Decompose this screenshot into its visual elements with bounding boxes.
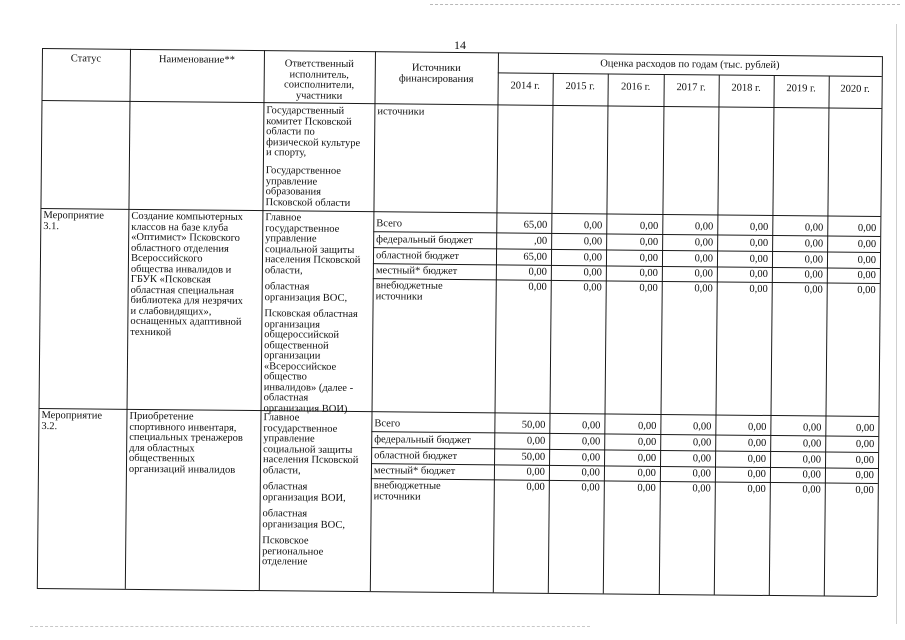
expense-value: 0,00 [857,284,876,297]
header-name: Наименование** [158,54,235,66]
expense-value: 0,00 [639,220,659,232]
expense-value: 0,00 [694,268,713,280]
header-year: 2019 г. [786,83,816,95]
funding-source: областной бюджет [375,250,460,263]
expense-value: 0,00 [855,422,875,435]
expense-value: 0,00 [804,238,824,250]
expense-value: 0,00 [581,420,601,432]
header-year: 2018 г. [731,82,761,94]
expense-value: 0,00 [581,452,601,464]
expense-value: 0,00 [749,253,769,265]
expense-value: 0,00 [639,236,659,248]
expense-value: 0,00 [639,252,659,264]
budget-table [37,48,882,596]
header-status: Статус [70,53,102,65]
activity-name: Приобретение спортивного инвентаря, специальных тренажеров для областных общественных организаций инвалидов [128,410,243,476]
continuation-executor: Государственное управление образования Псковской области [265,165,351,209]
expense-value: 65,00 [523,251,548,263]
expense-value: 0,00 [637,436,657,448]
expense-value: 0,00 [583,267,602,279]
scan-edge-top [430,4,900,5]
column-divider [714,74,720,594]
activity-status: Мероприятие 3.2. [41,410,103,432]
header-year: 2016 г. [620,81,651,93]
expense-value: 0,00 [802,422,822,434]
expense-value: 50,00 [521,451,546,463]
expense-value: 0,00 [694,283,713,295]
expense-value: 0,00 [747,421,767,433]
funding-source: местный* бюджет [375,265,458,277]
expense-value: 0,00 [528,281,547,293]
expense-value: 0,00 [855,484,874,497]
funding-source: федеральный бюджет [374,434,471,447]
expense-value: 0,00 [747,468,766,480]
expense-value: 0,00 [692,437,712,449]
header-executor: Ответственный исполнитель, соисполнители, участники [284,58,355,102]
funding-source: внебюджетные источники [373,480,441,503]
funding-source: областной бюджет [374,450,458,463]
expense-value: ,00 [533,235,548,247]
expense-value: 0,00 [583,252,603,264]
expense-value: 0,00 [581,482,600,494]
header-year: 2015 г. [565,81,595,93]
header-year: 2017 г. [676,82,706,94]
expense-value: 0,00 [692,421,712,433]
expense-value: 0,00 [747,453,767,465]
funding-source: внебюджетные источники [375,280,443,303]
column-divider [603,73,609,593]
expense-value: 0,00 [639,282,658,294]
continuation-source: источники [377,106,425,118]
expense-value: 0,00 [804,269,823,281]
expense-value: 0,00 [583,220,603,232]
expense-value: 0,00 [747,437,767,449]
expense-value: 0,00 [749,268,768,280]
funding-source: Всего [374,418,401,430]
column-divider [877,56,883,596]
column-divider [769,75,775,595]
expense-value: 0,00 [526,435,546,447]
expense-value: 0,00 [526,466,546,478]
activity-executor: областная организация ВОС, [262,508,346,531]
expense-value: 0,00 [528,266,547,278]
funding-source: Всего [376,218,403,230]
expense-value: 0,00 [692,453,712,465]
header-sources: Источники финансирования [398,62,474,85]
column-divider [37,48,43,588]
scan-edge-bottom [30,626,590,627]
activity-executor: Главное государственное управление социальной защиты населения Псковской области, [264,212,361,277]
column-divider [548,73,554,593]
activity-executor: Главное государственное управление социальной защиты населения Псковской области, [262,412,359,477]
expense-value: 0,00 [802,484,821,496]
expense-value: 0,00 [804,254,824,266]
expense-value: 0,00 [857,238,877,251]
expense-value: 0,00 [639,267,658,279]
expense-value: 0,00 [857,269,876,282]
expense-value: 0,00 [581,436,601,448]
expense-value: 0,00 [855,469,874,482]
expense-value: 0,00 [526,481,545,493]
expense-value: 0,00 [749,283,768,295]
page-number: 14 [454,38,466,52]
column-divider [824,76,830,596]
expense-value: 0,00 [855,438,875,451]
header-year: 2014 г. [510,80,540,92]
expense-value: 0,00 [747,483,766,495]
expense-value: 0,00 [857,254,877,267]
expense-value: 0,00 [692,483,711,495]
column-divider [659,74,665,594]
header-year: 2020 г. [840,83,870,95]
expense-value: 0,00 [637,452,657,464]
continuation-executor: Государственный комитет Псковской области по физической культуре и спорту, [265,105,361,159]
scan-edge-right [896,24,897,624]
expense-value: 0,00 [692,468,711,480]
column-divider [493,52,499,592]
table-bottom-border [37,588,877,597]
funding-source: федеральный бюджет [376,234,473,247]
expense-value: 0,00 [637,482,656,494]
expense-value: 0,00 [694,221,714,233]
expense-value: 0,00 [749,237,769,249]
expense-value: 0,00 [855,454,875,467]
expense-value: 0,00 [583,282,602,294]
expense-value: 0,00 [637,420,657,432]
activity-name: Создание компьютерных классов на базе клуба «Оптимист» Псковского областного отделения Всероссийского общества инвалидов и ГБУК «Псковская областная специальная библиотека для незрячих и слабовидящих», оснащенных адаптивной техникой [130,210,243,338]
expense-value: 0,00 [749,221,769,233]
expense-value: 0,00 [694,253,714,265]
expense-value: 0,00 [583,236,603,248]
activity-executor: Псковское региональное отделение [262,535,324,568]
expense-value: 0,00 [804,222,824,234]
expense-value: 0,00 [802,454,822,466]
expense-value: 50,00 [521,419,546,431]
expense-value: 0,00 [804,284,823,296]
activity-executor: Псковская областная организация общероссийской общественной организации «Всероссийское общество инвалидов» (далее - областная организация ВОИ) [263,308,358,415]
expense-value: 0,00 [637,467,656,479]
activity-executor: областная организация ВОС, [264,281,348,304]
activity-status: Мероприятие 3.1. [43,210,104,232]
activity-executor: областная организация ВОИ, [262,481,346,504]
expense-value: 0,00 [802,469,821,481]
header-estimate: Оценка расходов по годам (тыс. рублей) [600,58,780,72]
funding-source: местный* бюджет [373,465,456,477]
expense-value: 0,00 [694,237,714,249]
expense-value: 0,00 [802,438,822,450]
expense-value: 65,00 [523,219,548,231]
estimate-header-divider [498,72,882,77]
expense-value: 0,00 [581,467,601,479]
expense-value: 0,00 [857,222,877,235]
